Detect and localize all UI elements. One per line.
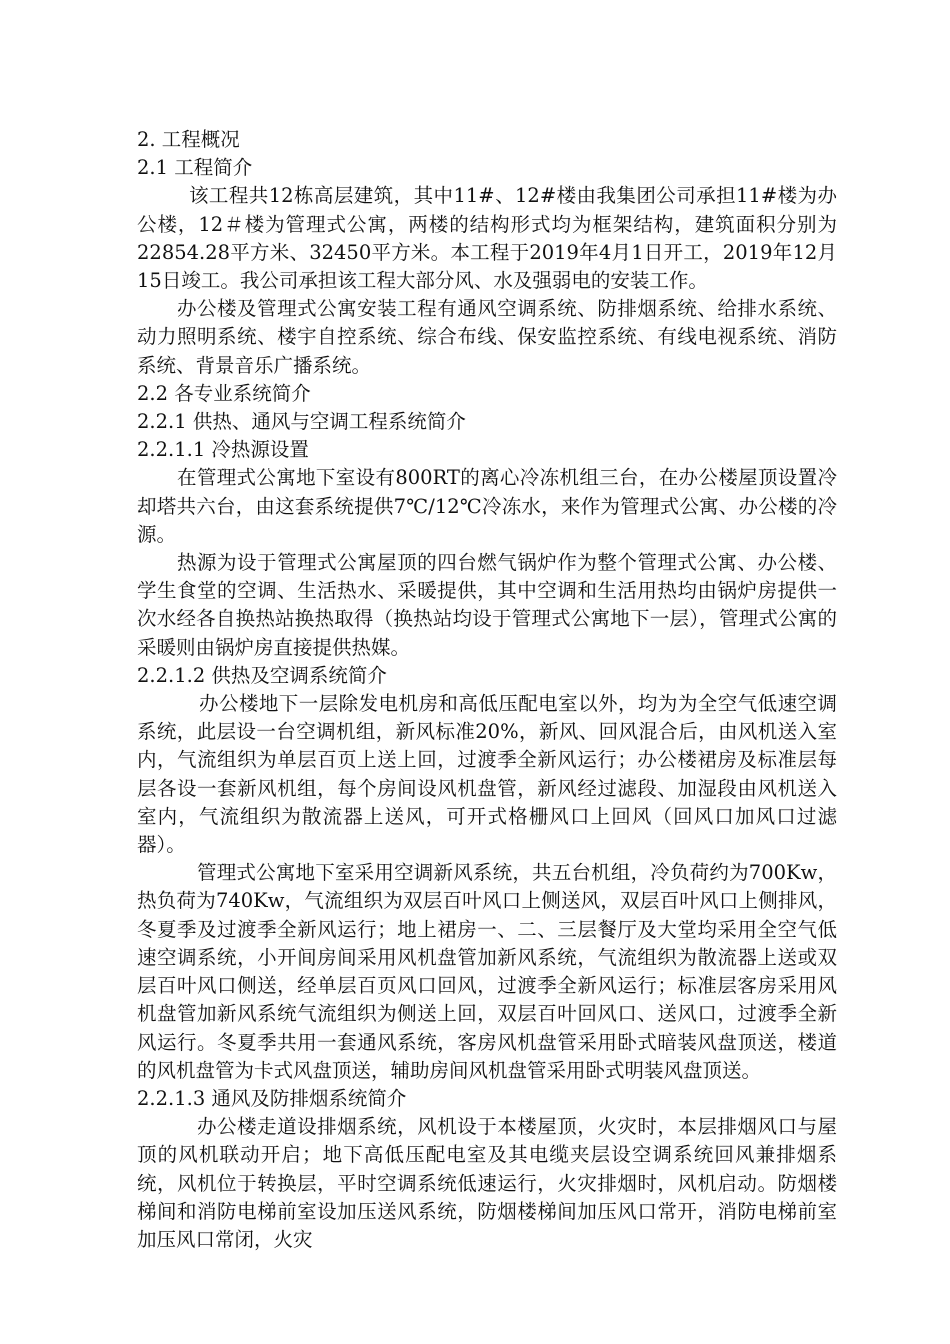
paragraph-smoke-exhaust: 办公楼走道设排烟系统，风机设于本楼屋顶，火灾时，本层排烟风口与屋顶的风机联动开启；地下高低压配电室及其电缆夹层设空调系统回风兼排烟系统，风机位于转换层，平时空调系统低速运行，火灾排烟时，风机启动。防烟楼梯间和消防电梯前室设加压送风系统，防烟楼梯间加压风口常开，消防电梯前室加压风口常闭，火灾 — [137, 1115, 837, 1251]
section-heading-2-1: 2.1 工程简介 — [137, 156, 253, 180]
document-body — [137, 126, 837, 1254]
paragraph-project-intro: 该工程共12栋高层建筑，其中11#、12#楼由我集团公司承担11#楼为办公楼，12＃楼为管理式公寓，两楼的结构形式均为框架结构，建筑面积分别为22854.28平方米、32450平方米。本工程于2019年4月1日开工，2019年12月15日竣工。我公司承担该工程大部分风、水及强弱电的安装工作。 — [137, 184, 837, 293]
paragraph-system-list: 办公楼及管理式公寓安装工程有通风空调系统、防排烟系统、给排水系统、动力照明系统、楼宇自控系统、综合布线、保安监控系统、有线电视系统、消防系统、背景音乐广播系统。 — [137, 297, 837, 377]
section-heading-2: 2. 工程概况 — [137, 128, 240, 151]
paragraph-apartment-ac: 管理式公寓地下室采用空调新风系统，共五台机组，冷负荷约为700Kw，热负荷为740Kw，气流组织为双层百叶风口上侧送风，双层百叶风口上侧排风，冬夏季及过渡季全新风运行；地上裙房一、二、三层餐厅及大堂均采用全空气低速空调系统，小开间房间采用风机盘管加新风系统，气流组织为散流器上送或双层百叶风口侧送，经单层百页风口回风，过渡季全新风运行；标准层客房采用风机盘管加新风系统气流组织为侧送上回，双层百叶回风口、送风口，过渡季全新风运行。冬夏季共用一套通风系统，客房风机盘管采用卧式暗装风盘顶送，楼道的风机盘管为卡式风盘顶送，辅助房间风机盘管采用卧式明装风盘顶送。 — [137, 861, 837, 1082]
section-heading-2-2: 2.2 各专业系统简介 — [137, 381, 311, 405]
section-heading-2-2-1-2: 2.2.1.2 供热及空调系统简介 — [137, 663, 387, 687]
paragraph-cold-source: 在管理式公寓地下室设有800RT的离心冷冻机组三台，在办公楼屋顶设置冷却塔共六台，由这套系统提供7℃/12℃冷冻水，来作为管理式公寓、办公楼的冷源。 — [137, 466, 837, 546]
section-heading-2-2-1-1: 2.2.1.1 冷热源设置 — [137, 438, 309, 462]
section-heading-2-2-1: 2.2.1 供热、通风与空调工程系统简介 — [137, 410, 466, 434]
paragraph-heat-source: 热源为设于管理式公寓屋顶的四台燃气锅炉作为整个管理式公寓、办公楼、学生食堂的空调、生活热水、采暖提供，其中空调和生活用热均由锅炉房提供一次水经各自换热站换热取得（换热站均设于管理式公寓地下一层），管理式公寓的采暖则由锅炉房直接提供热媒。 — [137, 551, 837, 659]
paragraph-office-ac: 办公楼地下一层除发电机房和高低压配电室以外，均为为全空气低速空调系统，此层设一台空调机组，新风标准20%，新风、回风混合后，由风机送入室内，气流组织为单层百页上送上回，过渡季全新风运行；办公楼裙房及标准层每层各设一套新风机组，每个房间设风机盘管，新风经过滤段、加湿段由风机送入室内，气流组织为散流器上送风，可开式格栅风口上回风（回风口加风口过滤器）。 — [137, 692, 837, 857]
section-heading-2-2-1-3: 2.2.1.3 通风及防排烟系统简介 — [137, 1086, 407, 1110]
